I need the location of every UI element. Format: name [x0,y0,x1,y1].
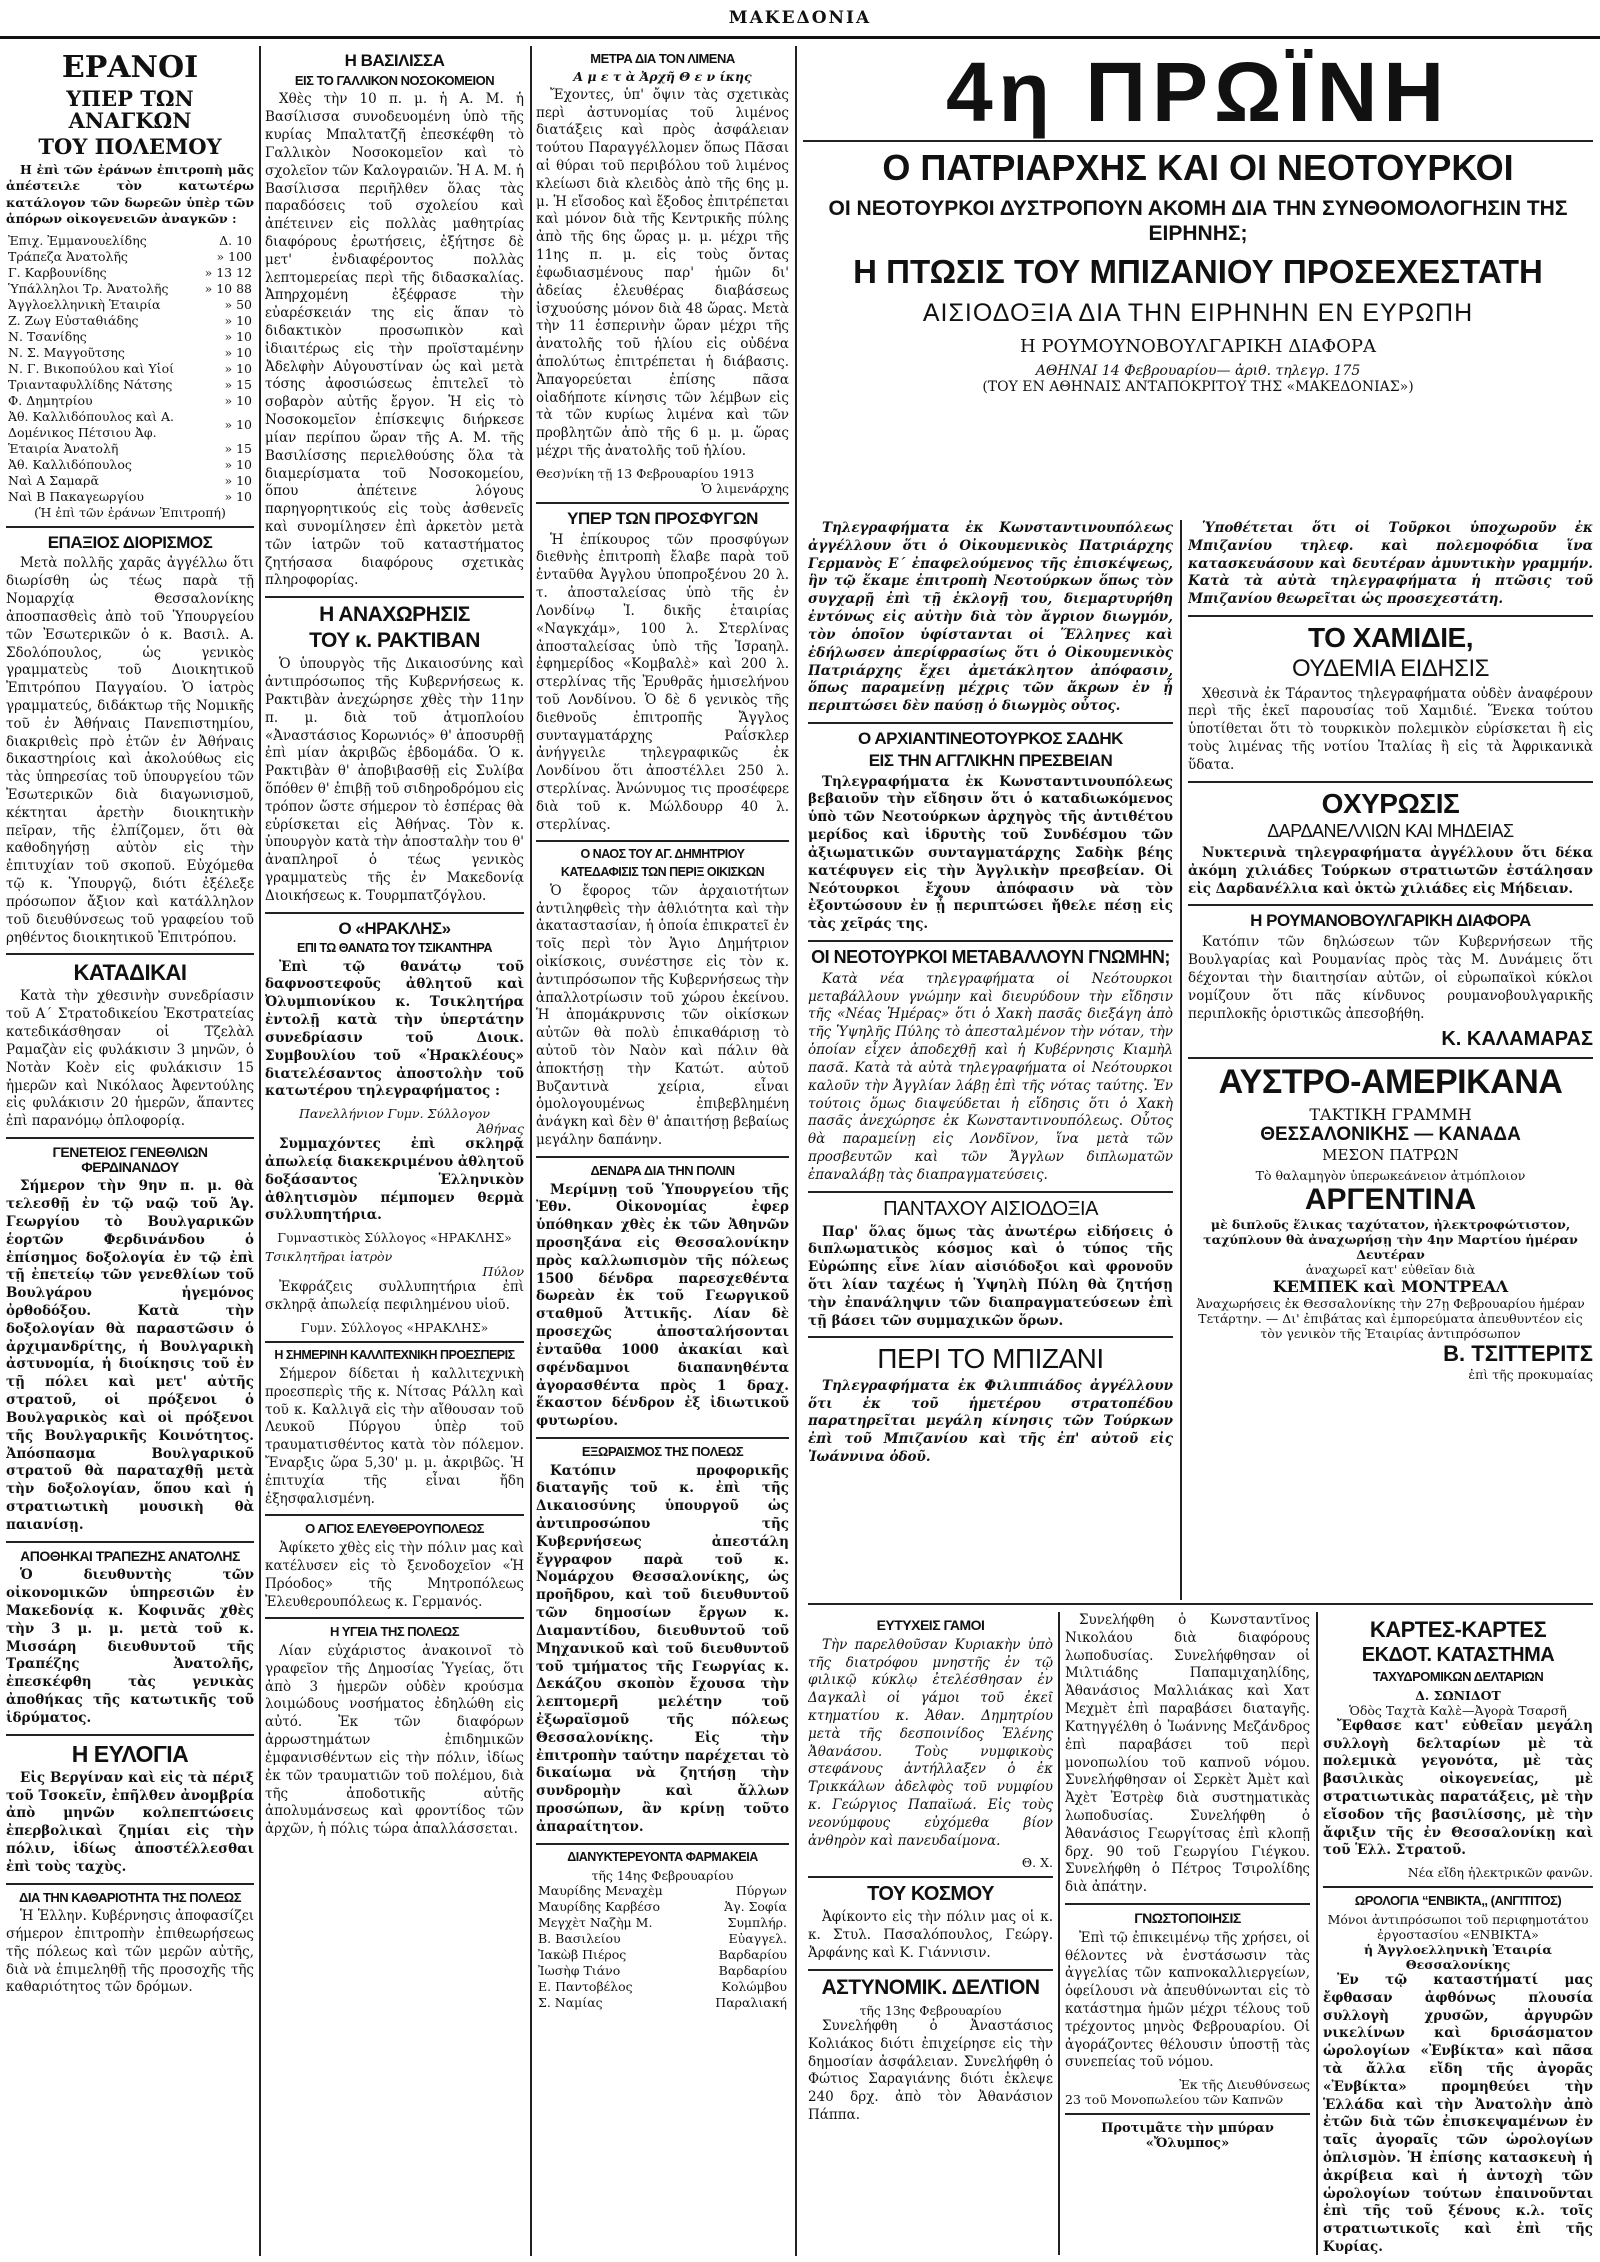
ad1-line1: ΤΑΚΤΙΚΗ ΓΡΑΜΜΗ [1309,1105,1472,1125]
naos-title: Ο ΝΑΟΣ ΤΟΥ ΑΓ. ΔΗΜΗΤΡΙΟΥ [580,847,745,862]
exorgismos-text: Κατόπιν προφορικῆς διαταγῆς τοῦ κ. ἐπὶ τῆς Δικαιοσύνης ὑπουργοῦ ὡς ἀντιπροσώπου τῆς Κυβερνήσεως ἀπεστάλη ἔγγραφον παρὰ τοῦ κ. Νομάρχου Θεσσαλονίκης, ὡς προῆδρου, καὶ τοῦ διευθυντοῦ τῶν δημοσίων ἔργων κ. Διαμαντίδου, διευθυντοῦ τοῦ Μηχανικοῦ καὶ τοῦ διευθυντοῦ τοῦ τμήματος τῆς Γεωργίας κ. Δεκάζου σκοπὸν ἔχουσα τὴν λεπτομερῆ μελέτην τοῦ ἐξωραϊσμοῦ τῆς πόλεως Θεσσαλονίκης. Εἰς τὴν ἐπιτροπὴν ταύτην παρέχεται τὸ δικαίωμα νὰ ζητήσῃ τὴν συνδρομὴν καὶ ἄλλων προσώπων, ἂν κρίνῃ τοῦτο ἀπαραίτητον. [536,1462,789,1835]
divider [265,1341,524,1343]
donor-row: Ν. Σ. Μαγγοῦτσης » 10 [8,344,252,360]
katadikai-text: Κατὰ τὴν χθεσινὴν συνεδρίασιν τοῦ Α΄ Στρατοδικείου Ἐκστρατείας κατεδικάσθησαν οἱ Τζελὰλ Ραμαζὰν εἰς φυλάκισιν 3 μηνῶν, ὁ Νοτὰν Κοὲν εἰς φυλάκισιν 15 ἡμερῶν καὶ Νικόλαος Ἀφεντούλης εἰς φυλάκισιν 20 ἡμερῶν, ἅπαντες ἐπὶ παρανόμῳ ὁπλοφορίᾳ. [6,988,254,1130]
ygeia-text: Λίαν εὐχάριστος ἀνακοινοῖ τὸ γραφεῖον τῆς Δημοσίας Ὑγείας, ὅτι ἀπὸ 3 ἡμερῶν οὐδὲν κρούσμα λοιμώδους νοσήματος ἐδηλώθη εἰς αὐτό. Ἐκ τῶν διαφόρων ἀρρωστημάτων ἐπιδημικῶν ἐμφανισθέντων εἰς τὴν πόλιν, ἰδίως ἐκ τῶν τραυματιῶν τοῦ πολέμου, διὰ τῆς ἀποδοτικῆς αὐτῆς ἀπολυμάνσεως καὶ φροντίδος τῶν ἀρχῶν, ἡ πόλις τώρα ἀπαλλάσσεται. [265,1643,524,1838]
column-6 [808,1612,1053,2255]
iraklis-subtitle: ΕΠΙ ΤΩ ΘΑΝΑΤΩ ΤΟΥ ΤΣΙΚΑΝΤΗΡΑ [297,940,492,955]
divider [6,1541,254,1543]
divider [808,722,1173,724]
column-divider [530,46,532,2256]
divider [1188,781,1593,783]
divider [6,1137,254,1139]
column-divider [259,46,261,2256]
pantachou-text: Παρ' ὅλας ὅμως τὰς ἀνωτέρω εἰδήσεις ὁ διπλωματικὸς κόσμος καὶ ὁ τύπος τῆς Εὐρώπης εἶνε λίαν αἰσιόδοξοι καὶ φρονοῦν ὅτι λίαν ταχέως ἡ Ὑψηλὴ Πύλη θὰ ζητήσῃ τὴν ἐπανάληψιν τῶν διαπραγματεύσεων ἐπὶ τῇ βάσει τῶν συμμαχικῶν ὅρων. [808,1223,1173,1329]
divider [6,953,254,955]
column-3 [536,46,789,2256]
telegram2-recipient: Τσικλητῆραι ἱατρὸν [265,1249,393,1265]
roum-sign: Κ. ΚΑΛΑΜΑΡΑΣ [1441,1028,1593,1051]
prosfyges-text: Ἡ ἐπίκουρος τῶν προσφύγων διεθνὴς ἐπιτροπὴ ἔλαβε παρὰ τοῦ ἐνταῦθα Ἀγγλου ὑποπροξένου 20 λ. τ. ἀποσταλείσας ὑπὸ τῆς ἐν Λονδίνῳ Ἰ. δικῆς ἑταιρίας «Ναγκχάμ», 100 λ. Στερλίνας ἀποσταλείσας ὑπὸ τῆς Ἰσραηλ. ἐφημερίδος «Κομβαλὲ» καὶ 200 λ. στερλίνας τῆς Ἐρυθρᾶς ἡμισελήνου τοῦ Λονδίνου. Ὁ δὲ δ γενικὸς τῆς διεθνοῦς ἐπιτροπῆς Ἄγγλος συνταγματάρχης Ραΐσκλερ ἀνήγγειλε τηλεγραφικῶς ἐκ Λονδίνου ὅτι ἀποστέλλει 250 λ. στερλίνας. Ἀνώνυμος τις προσέφερε διὰ τοῦ κ. Μώλδουρρ 40 λ. στερλίνας. [536,531,789,833]
apothiki-title: ΑΠΟΘΗΚΑΙ ΤΡΑΠΕΖΗΣ ΑΝΑΤΟΛΗΣ [20,1547,240,1564]
sadik-title: Ο ΑΡΧΙΑΝΤΙΝΕΟΤΟΥΡΚΟΣ ΣΑΔΗΚ [858,728,1123,748]
telegram2-text: Ἐκφράζεις συλλυπητήρια ἐπὶ σκληρᾷ ἀπωλείᾳ πεφιλημένου υἱοῦ. [265,1279,524,1314]
column-divider [1058,1612,1060,2255]
ad1-ports: ΚΕΜΠΕΚ καὶ ΜΟΝΤΡΕΑΛ [1272,1277,1509,1297]
esperis-text: Σήμερον δίδεται ἡ καλλιτεχνικὴ προεσπερὶς τῆς κ. Νίτσας Ράλλη καὶ τοῦ κ. Καλλιγᾶ εἰς τὴν αἴθουσαν τοῦ Λευκοῦ Πύργου ὑπὲρ τοῦ τραυματισθέντος κατὰ τὸν πόλεμον. Ἔναρξις ὥρα 5,30' μ. μ. ἀκριβῶς. Ἡ ἐπιτυχία τῆς εἶναι ἤδη ἐξησφαλισμένη. [265,1365,524,1507]
gnostop-sign-2: 23 τοῦ Μονοπωλείου τῶν Καπνῶν [1065,2092,1284,2108]
divider [1065,2113,1310,2115]
donor-row: Γ. Καρβουνίδης » 13 12 [8,264,252,280]
donor-row: Τράπεζα Ἀνατολῆς » 100 [8,248,252,264]
ad3-company: ἡ Ἀγγλοελληνικὴ Ἑταιρία Θεσσαλονίκης [1364,1941,1552,1972]
dendra-title: ΔΕΝΔΡΑ ΔΙΑ ΤΗΝ ΠΟΛΙΝ [590,1162,735,1178]
pantachou-title: ΠΑΝΤΑΧΟΥ ΑΙΣΙΟΔΟΞΙΑ [883,1197,1098,1220]
eulogia-title: Η ΕΥΛΟΓΙΑ [71,1740,189,1767]
katadikai-title: ΚΑΤΑΔΙΚΑΙ [73,960,187,986]
ad2-title: ΚΑΡΤΕΣ-ΚΑΡΤΕΣ [1369,1617,1547,1642]
ygeia-title: Η ΥΓΕΙΑ ΤΗΣ ΠΟΛΕΩΣ [330,1624,459,1640]
donor-row: Ἀγγλοελληνικὴ Ἑταιρία » 50 [8,296,252,312]
ferdinand-text: Σήμερον τὴν 9ην π. μ. θὰ τελεσθῇ ἐν τῷ ναῷ τοῦ Ἁγ. Γεωργίου τὸ Βουλγαρικῶν ἑορτῶν Φερδινάνδου ὁ ἐπίσημος δοξολογία ἐν τῷ ἐπὶ τῇ ἐπετείῳ τῶν γενεθλίων τοῦ Βουλγάρου ἡγεμόνος ὀρθοδόξου. Κατὰ τὴν δοξολογίαν θὰ παραστῶσιν ὁ ἀρχιμανδρίτης, ἡ Βουλγαρικὴ ἀστυνομία, ἡ διοίκησις τοῦ ἐν τῇ πόλει καὶ μετ' αὐτῆς στρατοῦ, οἱ πρόξενοι ὁ Βουλγαρικὸς καὶ οἱ πρόξενοι τῆς Βουλγαρικῆς Κοινότητος. Ἀπόσπασμα Βουλγαρικοῦ στρατοῦ θὰ παραταχθῇ μετὰ τὴν δοξολογίαν, ὅπου καὶ ἡ στρατιωτικὴ μουσικὴ θὰ παιανίσῃ. [6,1178,254,1533]
pharmacy-table [536,1883,789,2011]
dateline-correspondent: (ΤΟΥ ΕΝ ΑΘΗΝΑΙΣ ΑΝΤΑΠΟΚΡΙΤΟΥ ΤΗΣ «ΜΑΚΕΔΟΝΙΑΣ») [982,378,1414,395]
headline-patriarch: Ο ΠΑΤΡΙΑΡΧΗΣ ΚΑΙ ΟΙ ΝΕΟΤΟΥΡΚΟΙ [882,147,1514,188]
pharmacy-row: Μαυρίδης Καρβέσο Ἁγ. Σοφία [538,1898,787,1914]
donor-row: Ἀθ. Καλλιδόπουλος καὶ Α. Δομένικος Πέτσιου Ἀφ. » 10 [8,408,252,440]
telegram-city: Ἀθήνας [476,1121,524,1137]
donor-row: Ζ. Ζωγ Εὐσταθιάδης » 10 [8,312,252,328]
diorismos-title: ΕΠΑΞΙΟΣ ΔΙΟΡΙΣΜΟΣ [47,532,213,552]
divider [536,502,789,504]
divider [536,1437,789,1439]
esperis-title: Η ΣΗΜΕΡΙΝΗ ΚΑΛΛΙΤΕΧΝΙΚΗ ΠΡΟΕΣΠΕΡΙΣ [274,1347,515,1362]
astyn2-text: Συνελήφθη ὁ Κωνσταντῖνος Νικολάου διὰ διαφόρους λωποδυσίας. Συνελήφθησαν οἱ Μιλτιάδης Παπαμιχαηλίδης, Ἀθανάσιος Μαλλιάκας καὶ Χατ Μεχμὲτ ἐπὶ παραβάσει διαταγῆς. Κατηγγέλθη ὁ Ἰωάννης Μεζάνδρος ἐπὶ παραβάσει τοῦ περὶ μονοπωλίου τοῦ καπνοῦ νόμου. Συνελήφθησαν οἱ Σερκὲτ Ἀμὲτ καὶ Ἀχὲτ Ἐστρὲφ διὰ συστηματικὰς λωποδυσίας. Συνελήφθη ὁ Ἀθανάσιος Γεωργίτσας ἐπὶ κλοπῇ δρχ. 90 τοῦ Γεωργίου Γιέγκου. Συνελήφθη ὁ Πέτρος Τσιρολίδης διὰ ἀπάτην. [1065,1612,1310,1896]
astyn-text: Συνελήφθη ὁ Ἀναστάσιος Κολιάκος διότι ἐπιχείρησε εἰς τὴν δημοσίαν ἀσφάλειαν. Συνελήφθη ὁ Φώτιος Σαραγιάνης διότι ἐκλεψε 240 δρχ. ἀπὸ τὸν Ἀθανάσιον Πάππα. [808,2017,1053,2123]
metra-sign: Ὁ λιμενάρχης [701,480,789,496]
bizani-title: ΠΕΡΙ ΤΟ ΜΠΙΖΑΝΙ [877,1343,1104,1375]
lead-text-right: Ὑποθέτεται ὅτι οἱ Τοῦρκοι ὑποχωροῦν ἐκ Μπιζανίου τηλεφ. καὶ πολεμοφόδια ἵνα κατασκευάσουν καὶ δευτέραν ἀμυντικὴν γραμμήν. Κατὰ τὰ αὐτὰ τηλεγραφήματα ἡ πτῶσις τοῦ Μπιζανίου θεωρεῖται ὡς προσεχεστάτη. [1188,520,1593,608]
lead-text: Τηλεγραφήματα ἐκ Κωνσταντινουπόλεως ἀγγέλλουν ὅτι ὁ Οἰκουμενικὸς Πατριάρχης Γερμανὸς Ε΄ ἐπαφελούμενος τῆς ἐπισκέψεως, ἣν τῷ ἔκαμε ἐπιτροπὴ Νεοτούρκων ὅπως τὸν συγχαρῇ ἐπὶ τῇ ἐκλογῇ του, διεμαρτυρήθη ἐντόνως εἰς αὐτὴν διὰ τὸν ἄγριον διωγμόν, τὸν ὁποῖον ὑφίστανται οἱ Ἕλληνες καὶ ἐδήλωσεν ἀπερίφρασίως ὅτι ὁ Οἰκουμενικὸς Πατριάρχης ἔχει ἀμετάκλητον ἀπόφασιν, ὅπως παραμείνῃ μέχρις τῶν ἄκρων ἐν ᾗ περιπτώσει δὲν παύσῃ ὁ διωγμὸς οὗτος. [808,520,1173,715]
ad3-text: Ἐν τῷ καταστήματί μας ἔφθασαν ἀφθόνως πλουσία συλλογὴ χρυσῶν, ἀργυρῶν νικελίνων καὶ δρισάσματον ὡρολογίων «Ἐνβίκτα» καὶ πᾶσα τὰ ἄλλα εἴδη τῆς ἀγορᾶς «Ἐνβίκτα» προμηθεύει τὴν Ἑλλάδα καὶ τὴν Ἀνατολὴν ἀπὸ ἐτῶν διὰ τῶν ἐπισκεψαμένων ἐν ταῖς ἀγοραῖς τῶν ὡρολογίων ὁπλισμὸν. Ἡ ἐπίσης κατασκευὴ ἡ ἀκρίβεια καὶ ἡ ἀντοχὴ τῶν ὡρολογίων τούτων ἐπαινοῦνται ἐπὶ τῆς τοῦ ξένους κ.λ. τοῖς στρατιωτικοῖς καὶ ἐπὶ τῆς Κυρίας. [1323,1971,1593,2255]
headline-bizani: Η ΠΤΩΣΙΣ ΤΟΥ ΜΠΙΖΑΝΙΟΥ ΠΡΟΣΕΧΕΣΤΑΤΗ [853,252,1543,290]
sadik-text: Τηλεγραφήματα ἐκ Κωνσταντινουπόλεως βεβαιοῦν τὴν εἴδησιν ὅτι ὁ καταδιωκόμενος ὑπὸ τῶν Νεοτούρκων ἀρχηγὸς τῆς ἀντιθέτου μερίδος καὶ ἱδρυτὴς τοῦ Συνδέσμου τῶν ἀξιωματικῶν συνταγματάρχης Σαδὴκ βέης κατέφυγεν εἰς τὴν Ἀγγλικὴν πρεσβείαν. Οἱ Νεότουρκοι ἔχουν ἀπόφασιν νὰ τὸν ἐξοντώσουν ἐν ᾗ περιπτώσει ἤθελε πέσῃ εἰς τὰς χεῖράς της. [808,773,1173,933]
anachorisis-title: Η ΑΝΑΧΩΡΗΣΙΣ [319,603,470,627]
divider [808,1969,1053,1971]
pharmacy-row: Σ. Ναμίας Παραλιακή [538,1994,787,2010]
beer-ad: Προτιμᾶτε τὴν μπύραν «Ὄλυμπος» [1101,2121,1274,2152]
chamidie-title: ΤΟ ΧΑΜΙΔΙΕ, [1307,622,1473,654]
pharmacy-row: Β. Βασιλείου Εὐαγγελ. [538,1930,787,1946]
ad2-address: Ὁδὸς Ταχτὰ Καλὲ—Ἀγορὰ Τσαρσῆ [1349,1702,1567,1718]
metra-subtitle: Α μ ε τ ὰ Ἀρχῆ Θ ε ν ίκης [573,68,752,84]
ad1-text4: Ἀναχωρήσεις ἐκ Θεσσαλονίκης τὴν 27ῃ Φεβρουαρίου ἡμέραν Τετάρτην. — Δι' ἐπιβάτας καὶ ἐμπορεύματα ἀπευθυντέον εἰς τὸν γενικὸν τῆς Ἑταιρίας ἀντιπρόσωπον [1196,1296,1585,1342]
divider [808,1603,1593,1605]
ad2-subtitle: ΕΚΔΟΤ. ΚΑΤΑΣΤΗΜΑ [1361,1644,1555,1667]
column-divider [1180,520,1182,1600]
donor-row: Ἀθ. Καλλιδόπουλος » 10 [8,456,252,472]
divider [6,526,254,528]
telegram2-city: Πύλον [482,1264,524,1280]
pharmacy-row: Ἰακὼβ Πιέρος Βαρδαρίου [538,1946,787,1962]
divider [265,1514,524,1516]
eranoi-subtitle: ΥΠΕΡ ΤΩΝ ΑΝΑΓΚΩΝ [66,85,194,133]
divider [265,596,524,598]
donor-row: Ναὶ Β Πακαγεωργίου » 10 [8,488,252,504]
divider [803,140,1593,142]
headline-europe: ΑΙΣΙΟΔΟΞΙΑ ΔΙΑ ΤΗΝ ΕΙΡΗΝΗΝ ΕΝ ΕΥΡΩΠΗ [922,298,1474,327]
column-1 [6,46,254,2256]
vasilissa-text: Χθὲς τὴν 10 π. μ. ἡ Α. Μ. ἡ Βασίλισσα συνοδευομένη ὑπὸ τῆς κυρίας Μπαλτατζῆ ἐπεσκέφθη τὸ Γαλλικὸν Νοσοκομεῖον καὶ τὸ σχολεῖον τῶν Καλογραιῶν. Ἡ Α. Μ. ἡ Βασίλισσα περιῆλθεν ὅλας τὰς παραδόσεις τοῦ σχολείου καὶ ἀπέτεινεν εἰς πολλὰς μαθητρίας διαφόρους ἐρωτήσεις, ἐξήτησε δὲ μετ' ἐνδιαφέροντος πολλὰς λεπτομερείας περὶ τῆς διδασκαλίας. Ἀπηρχομένη ἐξέφρασε τὴν εὐαρέσκειάν της εἰς ἅπαν τὸ διδακτικὸν προσωπικὸν καὶ ἰδιαιτέρως εἰς τὴν προϊσταμένην Ἀδελφὴν Αὐγουστίναν ὡς καὶ μετὰ τόσης ἀφοσιώσεως ἐπιτελεῖ τὸ σοβαρὸν αὐτῆς ἔργον. Ἡ εἰς τὸ Νοσοκομεῖον ἐπίσκεψις διήρκεσε μίαν περίπου ὥραν τῆς Α. Μ. τῆς Βασιλίσσης περιελθούσης ὅλα τὰ διαμερίσματα τοῦ Νοσοκομείου, ὅπου ἀπέτεινε λόγους παρηγορητικούς εἰς τοὺς ἀσθενεῖς καὶ συνομίλησεν ἐπὶ ἀρκετὸν μετὰ τῶν ἱατρῶν τοῦ καταστήματος ζητήσασα διαφόρους σχετικὰς πληροφορίας. [265,91,524,589]
ad1-title: ΑΥΣΤΡΟ-ΑΜΕΡΙΚΑΝΑ [1218,1063,1563,1102]
divider [808,940,1173,942]
ochyrosis-title: ΟΧΥΡΩΣΙΣ [1321,787,1460,819]
divider [808,1191,1173,1193]
naos-text: Ὁ ἔφορος τῶν ἀρχαιοτήτων ἀντιληφθεὶς τὴν ἀθλιότητα καὶ τὴν ἀκαταστασίαν, ἡ ὁποία ἐπικρατεῖ ἐν τοῖς περὶ τὸν Ἁγιο Δημήτριον οἰκίσκοις, συνέστησε εἰς τὸν κ. ἀντιπρόσωπον τῆς Κυβερνήσεως τὴν ἀπαλλοτρίωσιν τοῦ χώρου ἐκείνου. Ἡ ἀπομάκρυνσις τῶν οἰκίσκων αὐτῶν θὰ πολὺ ἐπικαθάρισῃ τὸ αὐτοῦ τὸν Ναὸν καὶ πάλιν θὰ ἀποκτήσῃ τὴν Κατώτ. αὐτοῦ Βυζαντινὰ χείρια, εἶναι ὁμολογουμένως ἐπιβεβλημένη ἀνάγκη καὶ δὲν θ' ἀπαιτήσῃ βεβαίως μεγάλην δαπάνην. [536,882,789,1149]
anachorisis-text: Ὁ ὑπουργὸς τῆς Δικαιοσύνης καὶ ἀντιπρόσωπος τῆς Κυβερνήσεως κ. Ρακτιβὰν ἀνεχώρησε χθὲς τὴν 11ην π. μ. διὰ τοῦ ἀτμοπλοίου «Ἀναστάσιος Κορωνιός» θ' ἀποσυρθῇ ἐπὶ μίαν ἀκριβῶς ἑβδομάδα. Ὁ κ. Ρακτιβὰν θ' ἀποβιβασθῇ εἰς Συλίβα ὅπόθεν θ' ἐπιβῇ τοῦ σιδηροδρόμου εἰς τρόπον ὥστε σήμερον τὸ ἑσπέρας θὰ εὑρίσκεται εἰς Ἀθήνας. Τὸν κ. ὑπουργὸν κατὰ τὴν ἀποσταλὴν του θ' ἀναπληροῖ ὁ τέως γενικὸς γραμματεὺς τῆς ἐν Μακεδονίᾳ Διοικήσεως κ. Τουρμπατζόγλου. [265,656,524,904]
divider [536,1843,789,1845]
iraklis-text: Ἐπὶ τῷ θανάτῳ τοῦ δαφνοστεφοῦς ἀθλητοῦ καὶ Ὀλυμπιονίκου κ. Τσικλητήρα ἐντολῇ κατὰ τὴν ὑπερτάτην συνεδρίασιν τοῦ Διοικ. Συμβουλίου τοῦ «Ἡρακλέους» διατελέσαντος ἀποστολὴν τοῦ κατωτέρου τηλεγραφήματος : [265,958,524,1100]
ad2-subtitle-2: ΤΑΧΥΔΡΟΜΙΚΩΝ ΔΕΛΤΑΡΙΩΝ [1372,1669,1544,1685]
donor-table [6,233,254,505]
dendra-text: Μερίμνῃ τοῦ Ὑπουργείου τῆς Ἐθν. Οἰκονομίας ἐφερ ὑπόθηκαν χθὲς ἐκ τῶν Ἀθηνῶν προσηξάνα εἰς Θεσσαλονίκην πρὸς καλλωπισμὸν τῆς πόλεως 1500 δένδρα παρεσχεθέντα δωρεὰν ἐκ τοῦ Γεωργικοῦ σταθμοῦ Ἀττικῆς. Λίαν δὲ προσεχῶς ἀποσταλήσονται ἐνταῦθα 1000 ἀκακίαι καὶ σφένδαμνοι διαπανηθέντα ἀγορασθέντα πρὸς 1 δραχ. ἕκαστον δένδρον ἐξ ἰδιωτικοῦ φυτωρίου. [536,1181,789,1430]
divider [1323,1886,1593,1888]
metra-text: Ἔχοντες, ὑπ' ὄψιν τὰς σχετικὰς περὶ ἀστυνομίας τοῦ λιμένος διατάξεις καὶ πρὸς ἀσφάλειαν τούτου Παραγγέλλομεν ὅπως Πᾶσαι αἱ θύραι τοῦ περιβόλου τοῦ λιμένος κλείωσι διὰ κλειδὸς ἀπὸ τῆς 6ης μ. μ. Ἡ εἴσοδος καὶ ἔξοδος ἐπιτρέπεται καὶ μόνον διὰ τῆς Κεντρικῆς πύλης ἀπὸ τῆς 6ης ὥρας μ. μ. μέχρι τῆς 11ης π. μ. εἰς τοὺς ὄντας ἐφωδιασμένους παρ' ἡμῶν δι' ἀδείας ἐλευθέρας διαβάσεως ἰσχυούσης μόνον διὰ 48 ὥρας. Μετὰ τὴν 11 ἑσπερινὴν ὥραν μέχρι τῆς ἀνατολῆς τοῦ ἡλίου εἰς οὐδένα ἀπολύτως ἐπιτρέπεται ἡ διάβασις. Ἀπαγορεύεται ἐπίσης πᾶσα οἰαδήποτε κίνησις τῶν λέμβων εἰς τὰ τῶν κυρίως λιμένα καὶ τῶν προβλητῶν ἀπὸ τῆς 6 μ. μ. ὥρας μέχρι τῆς ἀνατολῆς τοῦ ἡλίου. [536,86,789,460]
neoturk-title: ΟΙ ΝΕΟΤΟΥΡΚΟΙ ΜΕΤΑΒΑΛΛΟΥΝ ΓΝΩΜΗΝ; [811,946,1170,967]
divider [536,1156,789,1158]
pharmacy-row: Ἰωσὴφ Τιάνο Βαρδαρίου [538,1962,787,1978]
gnostop-sign: Ἐκ τῆς Διευθύνσεως [1179,2077,1310,2093]
divider [536,840,789,842]
donor-row: Ναὶ Α Σαμαρᾶ » 10 [8,472,252,488]
telegram-text: Συμμαχόντες ἐπὶ σκληρᾷ ἀπωλείᾳ διακεκριμένου ἀθλητοῦ δοξάσαντος Ἑλληνικὸν ἀθλητισμὸν πέμπομεν θερμὰ συλλυπητήρια. [265,1136,524,1224]
ochyrosis-text: Νυκτερινὰ τηλεγραφήματα ἀγγέλλουν ὅτι δέκα ἀκόμη χιλιάδες Τούρκων στρατιωτῶν ἐστάλησαν εἰς Δαρδανέλλια καὶ ὀκτὼ χιλιάδες εἰς Μήδειαν. [1188,844,1593,897]
edition-title: 4η ΠΡΩΪΝΗ [945,46,1451,139]
pharmacy-row: Μεγχὲτ Ναζὴμ Μ. Συμπλήρ. [538,1914,787,1930]
roum-text: Κατόπιν τῶν δηλώσεων τῶν Κυβερνήσεων τῆς Βουλγαρίας καὶ Ρουμανίας πρὸς τὰς Μ. Δυνάμεις ὅτι δέχονται τὴν διαιτησίαν αὐτῶν, οἱ εὐρωπαϊκοὶ κύκλοι νομίζουν ὅτι πᾶς κίνδυνος ρουμανοβουλγαρικῆς περιπλοκῆς ὁριστικῶς ἀπεσοβήθη. [1188,934,1593,1022]
kosmos-text: Ἀφίκοντο εἰς τὴν πόλιν μας οἱ κ. κ. Στυλ. Πασαλόπουλος, Γεώργ. Ἀρφάνης καὶ Κ. Γιάννισιν. [808,1909,1053,1962]
column-divider [1316,1612,1318,2255]
katharotis-title: ΔΙΑ ΤΗΝ ΚΑΘΑΡΙΟΤΗΤΑ ΤΗΣ ΠΟΛΕΩΣ [18,1889,242,1905]
divider [808,1876,1053,1878]
pharmacy-row: Ε. Παντοβέλος Κολώμβου [538,1978,787,1994]
prosfyges-title: ΥΠΕΡ ΤΩΝ ΠΡΟΣΦΥΓΩΝ [567,508,758,528]
column-7 [1065,1612,1310,2255]
metra-date: Θεσ)νίκη τῇ 13 Φεβρουαρίου 1913 [536,465,755,481]
column-2 [265,46,524,2256]
donor-row: Τριανταφυλλίδης Νάτσης » 15 [8,376,252,392]
divider [1065,1903,1310,1905]
vasilissa-subtitle: ΕΙΣ ΤΟ ΓΑΛΛΙΚΟΝ ΝΟΣΟΚΟΜΕΙΟΝ [294,72,495,88]
column-divider [795,46,797,2256]
headline-romanian-bulgarian: Η ΡΟΥΜΟΥΝΟΒΟΥΛΓΑΡΙΚΗ ΔΙΑΦΟΡΑ [1020,335,1376,357]
ad1-line2: ΘΕΣΣΑΛΟΝΙΚΗΣ — ΚΑΝΑΔΑ [1260,1124,1521,1146]
neoturk-text: Κατὰ νέα τηλεγραφήματα οἱ Νεότουρκοι μεταβάλλουν γνώμην καὶ διευρύδουν τὴν εἴδησιν τῆς «Νέας Ἡμέρας» ὅτι ὁ Χακὴ πασᾶς διεξάγη ἀπὸ τῆς Ὑψηλῆς Πύλης τὸ ἀπεσταλμένον τὴν νόταν, τὴν ὁποίαν εἶχεν ἀποδεχθῇ καὶ ἡ Κυβέρνησις Κιαμὴλ πασᾶ. Κατὰ τὰ αὐτὰ τηλεγραφήματα οἱ Νεότουρκοι καλοῦν τὴν Ἀγγλίαν λάβῃ ἐπὶ τῆς νότας ταύτης. Ἐν τούτοις ὅμως διαψεύδεται ἡ εἴδησις ὅτι ὁ Χακὴ πασᾶς ἀνεχώρησε ἐκ Κωνσταντινουπόλεως. Οὗτος θὰ παραμείνῃ εἰς Λονδῖνον, ἵνα μετὰ τῶν προσβευτῶν καὶ τῶν Ἄγγλων διπλωματῶν ἐπαναλάβῃ τὰς διαπραγματεύσεις. [808,970,1173,1183]
donor-row: Ἑταιρία Ἀνατολῆ » 15 [8,440,252,456]
donor-row: Φ. Δημητρίου » 10 [8,392,252,408]
gamoi-text: Τὴν παρελθοῦσαν Κυριακὴν ὑπὸ τῆς διατρόφου μνηστῆς ἐν τῷ φιλικῷ κύκλῳ ἐτελέσθησαν ἐν Δαγκαλὶ οἱ γάμοι τοῦ ἐκεῖ κτηματίου κ. Ἀθαν. Δημητρίου μετὰ τῆς δεσποινίδος Ἑλένης Ἀθανάσου. Τοὺς νυμφικοὺς στεφάνους ἀντήλλαξεν ὁ ἐκ Τρικκάλων ἀδελφὸς τοῦ νυμφίου κ. Γεώργιος Παπαϊωά. Εἰς τοὺς νεονύμφους εὐχόμεθα βίον ἀνθηρὸν καὶ πανευδαίμονα. [808,1636,1053,1849]
divider [265,912,524,914]
eranoi-intro: Η ἐπὶ τῶν ἐράνων ἐπιτροπὴ μᾶς ἀπέστειλε τὸν κατωτέρω κατάλογον τῶν δωρεῶν ὑπὲρ τῶν ἀπόρων οἰκογενειῶν ἀναγκῶν : [6,161,254,227]
ferdinand-title: ΓΕΝΕΤΕΙΟΣ ΓΕΝΕΘΛΙΩΝ ΦΕΡΔΙΝΑΝΔΟΥ [52,1143,208,1175]
astyn-title: ΑΣΤΥΝΟΜΙΚ. ΔΕΛΤΙΟΝ [821,1975,1040,1999]
iraklis-title: Ο «ΗΡΑΚΛΗΣ» [338,918,451,938]
kosmos-title: ΤΟΥ ΚΟΣΜΟΥ [867,1883,994,1906]
donor-row: Ὑπάλληλοι Τρ. Ἀνατολῆς » 10 88 [8,280,252,296]
astyn-date: τῆς 13ης Φεβρουαρίου [859,2002,1002,2018]
eranoi-title: ΕΡΑΝΟΙ [61,50,199,85]
sadik-subtitle: ΕΙΣ ΤΗΝ ΑΓΓΛΙΚΗΝ ΠΡΕΣΒΕΙΑΝ [868,750,1113,770]
column-5 [1188,520,1593,1600]
ad1-agent: Β. ΤΣΙΤΤΕΡΙΤΣ [1443,1341,1593,1367]
katharotis-text: Ἡ Ἑλλην. Κυβέρνησις ἀποφασίζει σήμερον ἐπιτροπὴν ἐπιθεωρήσεως τῆς πόλεως καὶ τῶν μερῶν αὐτῆς, διὰ νὰ ἐπιμεληθῇ τῆς προσοχῆς τῆς καθαριότητος τῶν δρόμων. [6,1908,254,1996]
donor-row: Ν. Τσανίδης » 10 [8,328,252,344]
chamidie-text: Χθεσινὰ ἐκ Τάραντος τηλεγραφήματα οὐδὲν ἀναφέρουν περὶ τῆς ἐκεῖ παρουσίας τοῦ Χαμιδιέ. Ἕνεκα τούτου ὑποτίθεται ὅτι τὸ τουρκικὸν πολεμικὸν εὑρίσκεται ἢ εἰς τοὺς λιμένας τῆς νοτίου Ἰταλίας ἢ εἰς τὰ Ἀφρικανικὰ ὕδατα. [1188,685,1593,773]
donor-row: Ν. Γ. Βικοπούλου καὶ Υἱοί » 10 [8,360,252,376]
gamoi-sign: Θ. Χ. [1021,1855,1053,1871]
ochyrosis-subtitle: ΔΑΡΔΑΝΕΛΛΙΩΝ ΚΑΙ ΜΗΔΕΙΑΣ [1267,821,1514,842]
eranoi-subtitle-2: ΤΟΥ ΠΟΛΕΜΟΥ [38,133,222,159]
headline-neoturks: ΟΙ ΝΕΟΤΟΥΡΚΟΙ ΔΥΣΤΡΟΠΟΥΝ ΑΚΟΜΗ ΔΙΑ ΤΗΝ ΣΥΝΘΟΜΟΛΟΓΗΣΙΝ ΤΗΣ ΕΙΡΗΝΗΣ; [828,196,1568,245]
column-8 [1323,1612,1593,2255]
bizani-text: Τηλεγραφήματα ἐκ Φιλιππιάδος ἀγγέλλουν ὅτι ἐκ τοῦ ἡμετέρου στρατοπέδου παρατηρεῖται μεγάλη κίνησις τῶν Τούρκων ἐπὶ τοῦ Μπιζανίου καὶ τῆς ἐπ' αὐτοῦ εἰς Ἰωάννινα ὁδοῦ. [808,1377,1173,1466]
ad2-text-2: Νέα εἴδη ἠλεκτρικῶν φανῶν. [1407,1865,1593,1881]
pharmakeia-title: ΔΙΑΝΥΚΤΕΡΕΥΟΝΤΑ ΦΑΡΜΑΚΕΙΑ [567,1849,758,1864]
telegram-recipient: Πανελλήνιον Γυμν. Σύλλογον [299,1106,490,1122]
pharmakeia-date: τῆς 14ης Φεβρουαρίου [591,1867,734,1883]
eulogia-text: Εἰς Βεργίναν καὶ εἰς τὰ πέριξ τοῦ Τσοκεῖν, ἐπῆλθεν ἀνομβρία ἀπὸ μηνῶν κολπεπτώσεις ἐπερβολικαὶ ζημίαι εἰς τὴν πόλιν, ἰδίως ἀποστέλλεσθαι ἐπὶ τοὺς ταχὺς. [6,1769,254,1875]
gnostop-text: Ἐπὶ τῷ ἐπικειμένῳ τῆς χρήσει, οἱ θέλοντες νὰ ἐνστάσωσιν τὰς ἀγγελίας τῶν καπνοκαλλιεργείων, ὁφείλουσι νὰ ἀπευθύνωνται εἰς τὸ κατάστημα ἡμῶν μέχρι τέλους τοῦ τρέχοντος μηνὸς Φεβρουαρίου. Οἱ ἀγοράζοντες θέλουσιν ὑποστῇ τὰς συνεπείας τοῦ νόμου. [1065,1929,1310,2071]
divider [1188,615,1593,617]
vasilissa-title: Η ΒΑΣΙΛΙΣΣΑ [344,51,445,70]
roum-title: Η ΡΟΥΜΑΝΟΒΟΥΛΓΑΡΙΚΗ ΔΙΑΦΟΡΑ [1250,911,1531,931]
divider [265,1617,524,1619]
masthead: ΜΑΚΕΔΟΝΙΑ [728,8,872,28]
chamidie-subtitle: ΟΥΔΕΜΙΑ ΕΙΔΗΣΙΣ [1291,655,1490,683]
apothiki-text: Ὁ διευθυντὴς τῶν οἰκονομικῶν ὑπηρεσιῶν ἐν Μακεδονίᾳ κ. Κοφινᾶς χθὲς τὴν 3 μ. μ. μετὰ τοῦ κ. Μισσάρη διευθυντοῦ τῆς Τραπέζης Ἀνατολῆς, ἐπεσκέφθη τὰς γενικὰς ἀποθήκας τῆς κατωτικῆς τοῦ ἱδρύματος. [6,1567,254,1726]
ad1-text3: ἀναχωρεῖ κατ' εὐθεῖαν διὰ [1305,1262,1476,1278]
divider [808,1336,1173,1338]
gnostop-title: ΓΝΩΣΤΟΠΟΙΗΣΙΣ [1134,1910,1241,1926]
eleftheroupolis-title: Ο ΑΓΙΟΣ ΕΛΕΥΘΕΡΟΥΠΟΛΕΩΣ [305,1521,484,1537]
eleftheroupolis-text: Ἀφίκετο χθὲς εἰς τὴν πόλιν μας καὶ κατέλυσεν εἰς τὸ ξενοδοχεῖον «Ἡ Πρόοδος» τῆς Μητροπόλεως Ἐλευθερουπόλεως κ. Γερμανός. [265,1540,524,1610]
naos-subtitle: ΚΑΤΕΔΑΦΙΣΙΣ ΤΩΝ ΠΕΡΙΞ ΟΙΚΙΣΚΩΝ [560,864,765,879]
exorgismos-title: ΕΞΩΡΑΙΣΜΟΣ ΤΗΣ ΠΟΛΕΩΣ [581,1443,744,1459]
ad3-subtitle: Μόνοι ἀντιπρόσωποι τοῦ περιφημοτάτου ἐργοστασίου «ΕΝΒΙΚΤΑ» [1327,1911,1589,1942]
ad2-text: Ἔφθασε κατ' εὐθεῖαν μεγάλη συλλογὴ δελταρίων μὲ τὰ πολεμικὰ γεγονότα, μὲ τὰς βασιλικὰς οἰκογενείας, μὲ στρατιωτικὰς παρατάξεις, μὲ τὴν εἴσοδον τῆς βασιλίσσης, μὲ τὴν ἄφιξιν τῆς ἐν Θεσσαλονίκῃ καὶ τοῦ Ἑλλ. Στρατοῦ. [1323,1717,1593,1859]
telegram-sign: Γυμναστικὸς Σύλλογος «ΗΡΑΚΛΗΣ» [277,1230,512,1246]
ad3-title: ΩΡΟΛΟΓΙΑ “ΕΝΒΙΚΤΑ,, (ΑΝΓΙΤΙΤΟΣ) [1354,1893,1562,1909]
ad1-line3: ΜΕΣΟΝ ΠΑΤΡΩΝ [1322,1146,1459,1165]
dateline: ΑΘΗΝΑΙ 14 Φεβρουαρίου— ἀριθ. τηλεγρ. 175 [1035,362,1361,379]
pharmacy-row: Μαυρίδης Μεναχὲμ Πύργων [538,1882,787,1898]
ad2-owner: Δ. ΣΩΝΙΔΟΤ [1415,1687,1501,1703]
diorismos-text: Μετὰ πολλῆς χαρᾶς ἀγγέλλω ὅτι διωρίσθη ὡς τέως παρὰ τῇ Νομαρχίᾳ Θεσσαλονίκης ἀποσπασθεὶς ἀπὸ τοῦ Ὑπουργείου τῶν Ἐσωτερικῶν ὁ κ. Βασιλ. Α. Σδολόπουλος, ὡς γενικὸς γραμματεὺς τοῦ Διοικητικοῦ Ἐπιτρόπου Παγγαίου. Ὁ ἱατρὸς γραμματεύς, διδάκτωρ τῆς Νομικῆς τοῦ ἐν Ἀθήναις Πανεπιστημίου, διακριθεὶς πρὸ ἐτῶν ἐν Ἀθήναις δικαστηρίοις καὶ ἀκολούθως εἰς τὰς ὑπηρεσίας τοῦ ὑπουργείου τῶν Ἐσωτερικῶν διὰ διαγωνισμοῦ, κέκτηται ἀρετὴν διοικητικὴν πεῖραν, τῆς ἐλπίζομεν, ὅτι θὰ καθοδηγήσῃ αὐτὸν εἰς τὴν ἐπιτυχίαν τοῦ σκοποῦ. Εὐχόμεθα τῷ κ. Ὑπουργῷ, διότι ἐξέλεξε πρόσωπον ἄξιον καὶ κατάλληλον τοῦ διευθύνσεως τοῦ γραφείου τοῦ ρηθέντος διοικητικοῦ Ἐπιτρόπου. [6,555,254,946]
telegram2-sign: Γυμν. Σύλλογος «ΗΡΑΚΛΗΣ» [300,1319,489,1335]
divider [6,1734,254,1736]
anachorisis-subtitle: ΤΟΥ κ. ΡΑΚΤΙΒΑΝ [309,629,480,653]
divider [1188,1057,1593,1059]
ad1-text2: μὲ διπλοῦς ἕλικας ταχύτατον, ἠλεκτροφώτιστον, ταχύπλουν θὰ ἀναχωρήσῃ τὴν 4ην Μαρτίου ἡμέραν Δευτέραν [1203,1217,1578,1263]
eranoi-sign: (Ἡ ἐπὶ τῶν ἐράνων Ἐπιτροπή) [34,504,226,520]
divider [1188,904,1593,906]
ad1-agent-sub: ἐπὶ τῆς προκυμαίας [1468,1367,1593,1383]
ad1-text1: Τὸ θαλαμηγὸν ὑπερωκεάνειον ἀτμόπλοιον [1255,1168,1526,1184]
metra-title: ΜΕΤΡΑ ΔΙΑ ΤΟΝ ΛΙΜΕΝΑ [590,51,735,66]
top-rule [0,36,1600,39]
divider [6,1883,254,1885]
gamoi-title: ΕΥΤΥΧΕΙΣ ΓΑΜΟΙ [876,1617,985,1633]
donor-row: Ἐπιχ. Ἐμμανουελίδης Δ. 10 [8,232,252,248]
ad1-ship: ΑΡΓΕΝΤΙΝΑ [1304,1183,1477,1217]
